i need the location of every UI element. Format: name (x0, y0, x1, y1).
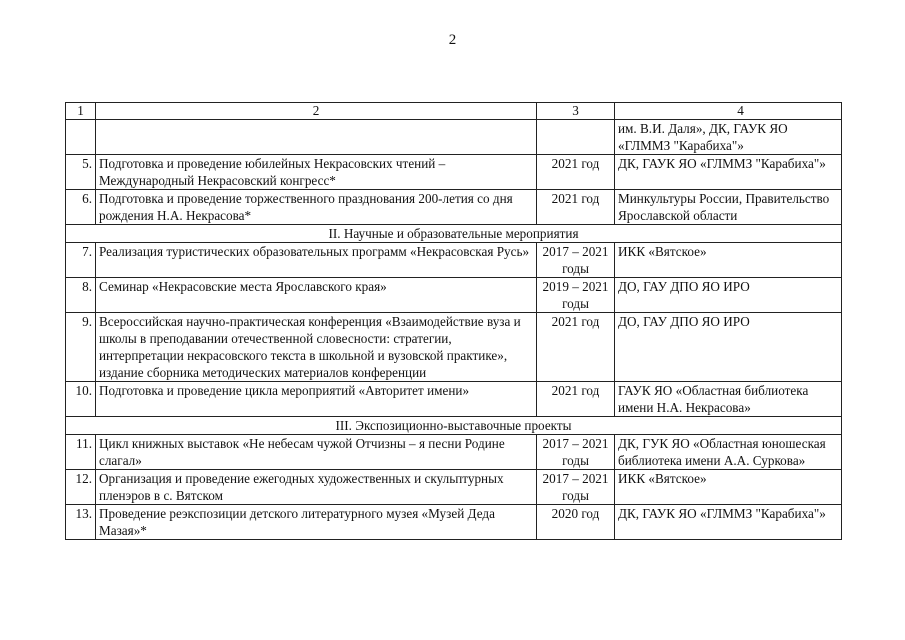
row-year: 2021 год (537, 190, 615, 225)
row-title: Семинар «Некрасовские места Ярославского края» (96, 278, 537, 313)
table-header-row (66, 103, 842, 120)
row-title: Подготовка и проведение торжественного празднования 200-летия со дня рождения Н.А. Некрасова* (96, 190, 537, 225)
row-organization: ДК, ГАУК ЯО «ГЛММЗ "Карабиха"» (615, 155, 842, 190)
table-row (66, 313, 842, 382)
row-title: Подготовка и проведение цикла мероприятий «Авторитет имени» (96, 382, 537, 417)
row-title: Проведение реэкспозиции детского литературного музея «Музей Деда Мазая»* (96, 505, 537, 540)
table-row (66, 382, 842, 417)
row-year: 2019 – 2021 годы (537, 278, 615, 313)
row-organization: ДК, ГУК ЯО «Областная юношеская библиотека имени А.А. Суркова» (615, 435, 842, 470)
row-title: Цикл книжных выставок «Не небесам чужой Отчизны – я песни Родине слагал» (96, 435, 537, 470)
row-organization: ДК, ГАУК ЯО «ГЛММЗ "Карабиха"» (615, 505, 842, 540)
row-number: 5. (66, 155, 96, 190)
row-number: 6. (66, 190, 96, 225)
row-year: 2017 – 2021 годы (537, 435, 615, 470)
table-row (66, 243, 842, 278)
section-title: II. Научные и образовательные мероприятия (66, 225, 842, 243)
table-row (66, 155, 842, 190)
row-title: Реализация туристических образовательных программ «Некрасовская Русь» (96, 243, 537, 278)
row-number: 10. (66, 382, 96, 417)
row-organization: ГАУК ЯО «Областная библиотека имени Н.А. Некрасова» (615, 382, 842, 417)
row-year: 2021 год (537, 382, 615, 417)
row-title: Подготовка и проведение юбилейных Некрасовских чтений – Международный Некрасовский конгресс* (96, 155, 537, 190)
row-number: 12. (66, 470, 96, 505)
table-row (66, 278, 842, 313)
page-number: 2 (448, 32, 457, 48)
row-number: 9. (66, 313, 96, 382)
row-year: 2017 – 2021 годы (537, 243, 615, 278)
table-row (66, 435, 842, 470)
row-year: 2021 год (537, 313, 615, 382)
section-title: III. Экспозиционно-выставочные проекты (66, 417, 842, 435)
row-organization: ИКК «Вятское» (615, 470, 842, 505)
row-organization: им. В.И. Даля», ДК, ГАУК ЯО «ГЛММЗ "Карабиха"» (615, 120, 842, 155)
header-cell: 3 (537, 103, 615, 120)
header-cell: 1 (66, 103, 96, 120)
row-number: 13. (66, 505, 96, 540)
row-title (96, 120, 537, 155)
header-cell: 2 (96, 103, 537, 120)
row-year: 2020 год (537, 505, 615, 540)
table-row (66, 120, 842, 155)
row-organization: ИКК «Вятское» (615, 243, 842, 278)
header-cell: 4 (615, 103, 842, 120)
row-year (537, 120, 615, 155)
row-organization: ДО, ГАУ ДПО ЯО ИРО (615, 278, 842, 313)
row-organization: Минкультуры России, Правительство Ярославской области (615, 190, 842, 225)
row-number (66, 120, 96, 155)
table-row (66, 470, 842, 505)
row-number: 8. (66, 278, 96, 313)
row-year: 2021 год (537, 155, 615, 190)
row-title: Всероссийская научно-практическая конференция «Взаимодействие вуза и школы в преподавании отечественной словесности: стратегии, интерпретации некрасовского текста в школьной и вузовской практике», издание сборника методических материалов конференции (96, 313, 537, 382)
row-number: 11. (66, 435, 96, 470)
table-row (66, 190, 842, 225)
row-organization: ДО, ГАУ ДПО ЯО ИРО (615, 313, 842, 382)
row-year: 2017 – 2021 годы (537, 470, 615, 505)
table-row (66, 505, 842, 540)
section-row (66, 417, 842, 435)
events-table (65, 102, 842, 540)
row-title: Организация и проведение ежегодных художественных и скульптурных пленэров в с. Вятском (96, 470, 537, 505)
section-row (66, 225, 842, 243)
row-number: 7. (66, 243, 96, 278)
